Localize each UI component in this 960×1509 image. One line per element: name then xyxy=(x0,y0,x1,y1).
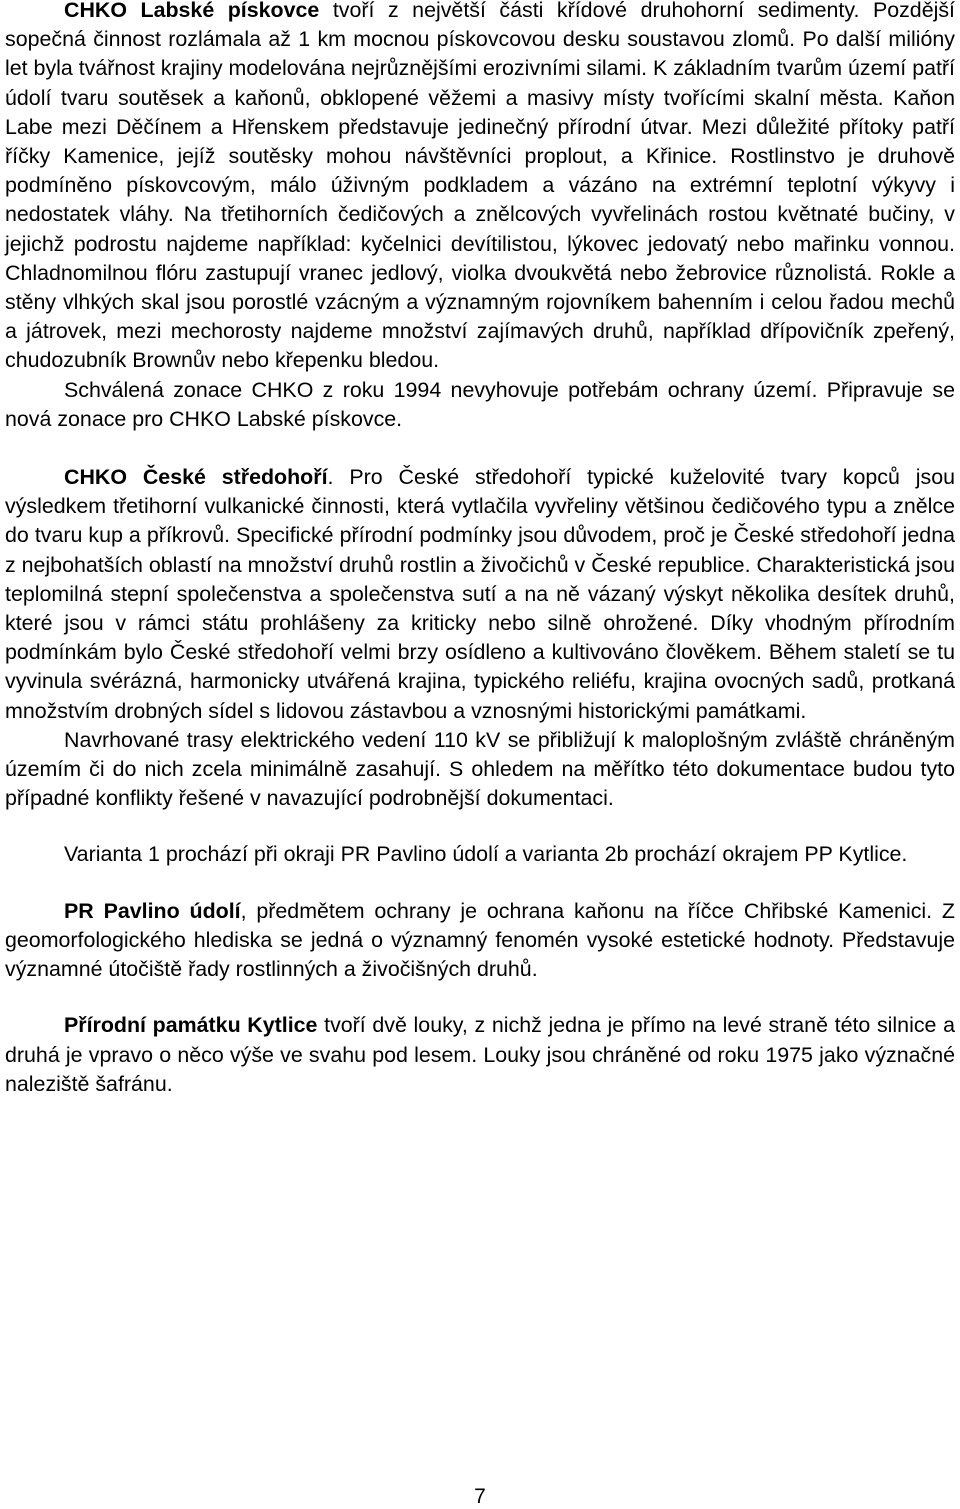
paragraph-text: tvoří z největší části křídové druhohorní sedimenty. Pozdější sopečná činnost rozlámala až 1 km mocnou pískovcovou desku soustavou zlomů. Po další milióny let byla tvářnost krajiny modelována nejrůznějšími erozivními silami. K základním tvarům území patří údolí tvaru soutěsek a kaňonů, obklopené věžemi a masivy místy tvořícími skalní města. Kaňon Labe mezi Děčínem a Hřenskem představuje jedinečný přírodní útvar. Mezi důležité přítoky patří říčky Kamenice, jejíž soutěsky mohou návštěvníci proplout, a Křinice. Rostlinstvo je druhově podmíněno pískovcovým, málo úživným podkladem a vázáno na extrémní teplotní výkyvy i nedostatek vláhy. Na třetihorních čedičových a znělcových vyvřelinách rostou květnaté bučiny, v jejichž podrostu najdeme například: kyčelnici devítilistou, lýkovec jedovatý nebo mařinku vonnou. Chladnomilnou flóru zastupují vranec jedlový, violka dvoukvětá nebo žebrovice různolistá. Rokle a stěny vlhkých skal jsou porostlé vzácným a významným rojovníkem bahenním i celou řadou mechů a játrovek, mezi mechorosty najdeme množství zajímavých druhů, například dřípovičník zpeřený, chudozubník Brownův nebo křepenku bledou. xyxy=(5,0,955,373)
paragraph-text: . Pro České středohoří typické kuželovité tvary kopců jsou výsledkem třetihorní vulkanické činnosti, která vytlačila vyvřeliny většinou čedičového typu a znělce do tvaru kup a příkrovů. Specifické přírodní podmínky jsou důvodem, proč je České středohoří jedna z nejbohatších oblastí na množství druhů rostlin a živočichů v České republice. Charakteristická jsou teplomilná stepní společenstva a společenstva sutí a na ně vázaný výskyt několika desítek druhů, které jsou v rámci státu prohlášeny za kriticky nebo silně ohrožené. Díky vhodným přírodním podmínkám bylo České středohoří velmi brzy osídleno a kultivováno člověkem. Během staletí se tu vyvinula svérázná, harmonicky utvářená krajina, typického reliéfu, krajina ovocných sadů, protkaná množstvím drobných sídel s lidovou zástavbou a vznosnými historickými památkami. xyxy=(5,465,955,723)
paragraph-text: tvoří dvě louky, z nichž jedna je přímo na levé straně této silnice a druhá je vpravo o něco výše ve svahu pod lesem. Louky jsou chráněné od roku 1975 jako význačné naleziště šafránu. xyxy=(5,1013,955,1096)
paragraph-text: Navrhované trasy elektrického vedení 110 kV se přibližují k maloplošným zvláště chráněným územím či do nich zcela minimálně zasahují. S ohledem na měřítko této dokumentace budou tyto případné konflikty řešené v navazující podrobnější dokumentaci. xyxy=(5,727,955,811)
paragraph-chko-ceske-stredohori xyxy=(5,463,955,726)
heading-chko-ceske-stredohori: CHKO České středohoří xyxy=(64,465,328,490)
paragraph-varianta xyxy=(5,840,955,869)
heading-chko-labske-piskovce: CHKO Labské pískovce xyxy=(64,0,320,22)
paragraph-text: Schválená zonace CHKO z roku 1994 nevyhovuje potřebám ochrany území. Připravuje se nová zonace pro CHKO Labské pískovce. xyxy=(5,377,955,431)
paragraph-pp-kytlice xyxy=(5,1011,955,1099)
heading-pr-pavlino-udoli: PR Pavlino údolí xyxy=(64,898,241,923)
paragraph-pr-pavlino-udoli xyxy=(5,897,955,985)
paragraph-text: Varianta 1 prochází při okraji PR Pavlino údolí a varianta 2b prochází okrajem PP Kytlice. xyxy=(64,842,908,867)
paragraph-zonace xyxy=(5,376,955,434)
heading-pp-kytlice: Přírodní památku Kytlice xyxy=(64,1013,318,1038)
paragraph-chko-labske-piskovce xyxy=(5,0,955,376)
document-body xyxy=(5,0,955,1099)
paragraph-navrhovane-trasy xyxy=(5,726,955,814)
page-number: 7 xyxy=(474,1485,486,1508)
paragraph-text: , předmětem ochrany je ochrana kaňonu na říčce Chřibské Kamenici. Z geomorfologického hlediska se jedná o významný fenomén vysoké estetické hodnoty. Představuje významné útočiště řady rostlinných a živočišných druhů. xyxy=(5,898,956,982)
